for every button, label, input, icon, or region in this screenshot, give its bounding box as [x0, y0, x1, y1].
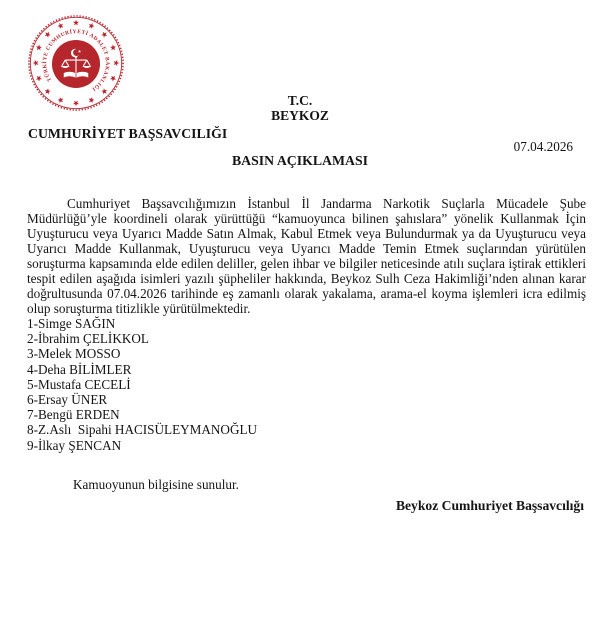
- seal-ring-text: TÜRKİYE CUMHURİYETİ ADALET BAKANLIĞI: [42, 29, 110, 92]
- signature-office: Beykoz Cumhuriyet Başsavcılığı: [395, 498, 584, 513]
- header-republic-abbr: T.C.: [287, 93, 313, 108]
- list-item: 9-İlkay ŞENCAN: [27, 437, 122, 453]
- list-item: 2-İbrahim ÇELİKKOL: [27, 331, 149, 347]
- list-item: 7-Bengü ERDEN: [27, 407, 120, 423]
- list-item: 4-Deha BİLİMLER: [27, 361, 132, 377]
- list-item: 5-Mustafa CECELİ: [27, 376, 131, 392]
- list-item: 6-Ersay ÜNER: [27, 392, 108, 408]
- list-item: 8-Z.Aslı Sipahi HACISÜLEYMANOĞLU: [27, 422, 258, 438]
- closing-line: Kamuoyunun bilgisine sunulur.: [73, 477, 239, 492]
- list-item: 3-Melek MOSSO: [27, 346, 121, 362]
- header-office-name: CUMHURİYET BAŞSAVCILIĞI: [28, 126, 228, 141]
- header-district: BEYKOZ: [271, 108, 329, 123]
- body-paragraph: Cumhuriyet Başsavcılığımızın İstanbul İl Jandarma Narkotik Suçlarla Mücadele Şube Müdürlüğü’yle koordineli olarak yürüttüğü “kamuoyunca bilinen şahıslara” yönelik Kullanmak İçin Uyuşturucu veya Uyarıcı Madde Satın Almak, Kabul Etmek veya Bulundurmak ya da Uyuşturucu veya Uyarıcı Madde Kullanmak, Uyuşturucu veya Uyarıcı Madde Temin Etmek suçlarından yürütülen soruşturma kapsamında elde edilen deliller, gelen ihbar ve bilgiler neticesinde atılı suçlara iştirak ettikleri tespit edilen aşağıda isimleri yazılı şüpheliler hakkında, Beykoz Sulh Ceza Hakimliği’nden alınan karar doğrultusunda 07.04.2026 tarihinde eş zamanlı olarak yakalama, arama-el koyma işlemleri icra edilmiş olup soruşturma titizlikle yürütülmektedir.: [27, 196, 586, 317]
- list-item: 1-Simge SAĞIN: [27, 316, 116, 331]
- suspect-list: [27, 316, 257, 453]
- document-date: 07.04.2026: [513, 139, 573, 154]
- press-release-title: BASIN AÇIKLAMASI: [231, 153, 369, 168]
